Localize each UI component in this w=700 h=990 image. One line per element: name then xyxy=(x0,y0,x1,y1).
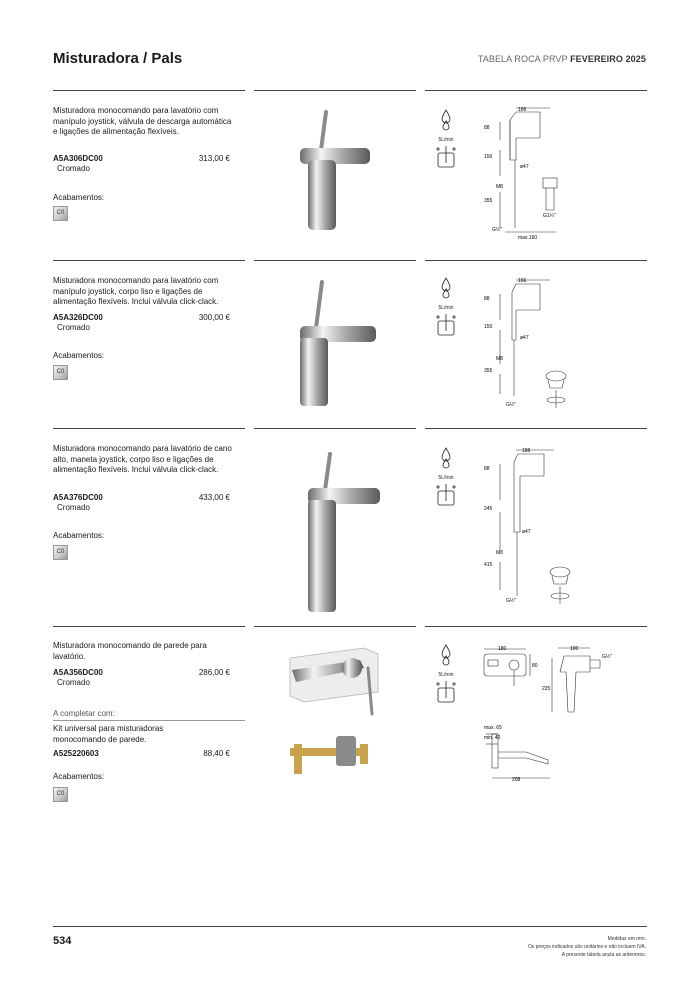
dim-b: 150 xyxy=(484,154,493,160)
divider xyxy=(254,626,416,627)
finishes-label: Acabamentos: xyxy=(53,772,105,781)
wall-faucet-photo xyxy=(280,640,400,785)
temperature-control-icon xyxy=(432,481,460,509)
divider xyxy=(425,90,647,91)
divider xyxy=(53,626,245,627)
doc-title-period: FEVEREIRO 2025 xyxy=(570,54,646,64)
divider xyxy=(53,90,245,91)
kit-code: A525220603 xyxy=(53,749,99,758)
flow-icon-group xyxy=(432,276,460,344)
product-code: A5A306DC00 xyxy=(53,154,103,163)
divider xyxy=(425,626,647,627)
dim-width: 188 xyxy=(522,448,531,454)
footer-divider xyxy=(53,926,647,927)
divider xyxy=(254,428,416,429)
dim-min: min. 40 xyxy=(484,735,501,741)
page-title: Misturadora / Pals xyxy=(53,50,183,67)
kit-price: 88,40 € xyxy=(203,749,230,758)
dim-w2: 100 xyxy=(570,646,579,652)
product-code: A5A376DC00 xyxy=(53,493,103,502)
divider xyxy=(53,720,245,721)
product-description: Misturadora monocomando para lavatório com manípulo joystick, válvula de descarga automática e ligações de alimentação flexíveis. xyxy=(53,106,232,136)
water-drop-icon xyxy=(432,446,460,470)
dim-e: 355 xyxy=(484,368,493,374)
page-number: 534 xyxy=(53,935,72,947)
flow-rate-label: 5L/min xyxy=(438,137,454,143)
divider xyxy=(254,90,416,91)
water-drop-icon xyxy=(432,643,460,667)
dim-width: 166 xyxy=(518,107,527,113)
footer-note: A presente tabela anula as anteriores. xyxy=(561,952,646,958)
water-drop-icon xyxy=(432,276,460,300)
faucet-photo xyxy=(290,100,380,235)
kit-description: Kit universal para misturadoras monocomando de parede. xyxy=(53,724,164,744)
temperature-control-icon xyxy=(432,143,460,171)
divider xyxy=(425,428,647,429)
flow-rate-label: 5L/min xyxy=(438,672,454,678)
dim-b: 245 xyxy=(484,506,493,512)
dim-e: 355 xyxy=(484,198,493,204)
product-code: A5A356DC00 xyxy=(53,668,103,677)
finish-swatch: C0 xyxy=(53,365,68,380)
dim-d: M8 xyxy=(496,356,503,362)
faucet-photo xyxy=(290,270,385,410)
dim-width: 166 xyxy=(518,278,527,284)
finishes-label: Acabamentos: xyxy=(53,531,105,540)
flow-rate-label: 5L/min xyxy=(438,475,454,481)
footer-note: Medidas em mm. xyxy=(607,936,646,942)
product-finish: Cromado xyxy=(57,164,90,173)
technical-drawing xyxy=(480,100,630,240)
product-code: A5A326DC00 xyxy=(53,313,103,322)
dim-e: 415 xyxy=(484,562,493,568)
dim-h: max.160 xyxy=(518,235,538,240)
dim-w1: 180 xyxy=(498,646,507,652)
dim-c: ø47 xyxy=(520,335,529,341)
dim-h2: 225 xyxy=(542,686,551,692)
dim-max: max. 65 xyxy=(484,725,502,731)
faucet-photo xyxy=(290,448,385,618)
doc-title-prefix: TABELA ROCA PRVP xyxy=(477,54,568,64)
dim-a: 88 xyxy=(484,125,490,131)
document-header xyxy=(478,54,646,64)
divider xyxy=(425,260,647,261)
flow-icon-group xyxy=(432,108,460,176)
footer-note: Os preços indicados são unitários e não incluem IVA. xyxy=(527,944,646,950)
dim-g: G½" xyxy=(506,598,516,604)
temperature-control-icon xyxy=(432,678,460,706)
complete-with-label: A completar com: xyxy=(53,709,115,718)
flow-icon-group xyxy=(432,643,460,711)
divider xyxy=(53,260,245,261)
dim-thread: G½" xyxy=(602,654,612,660)
dim-d: M8 xyxy=(496,550,503,556)
flow-rate-label: 5L/min xyxy=(438,305,454,311)
product-finish: Cromado xyxy=(57,503,90,512)
dim-f: G1¼" xyxy=(543,213,556,219)
dim-w3: 208 xyxy=(512,777,521,783)
divider xyxy=(53,428,245,429)
dim-c: ø47 xyxy=(522,529,531,535)
finish-swatch: C0 xyxy=(53,206,68,221)
dim-c: ø47 xyxy=(520,164,529,170)
finish-swatch: C0 xyxy=(53,545,68,560)
dim-b: 150 xyxy=(484,324,493,330)
technical-drawing xyxy=(478,640,638,785)
product-price: 313,00 € xyxy=(198,154,230,163)
water-drop-icon xyxy=(432,108,460,132)
technical-drawing xyxy=(480,440,630,610)
product-price: 433,00 € xyxy=(198,493,230,502)
temperature-control-icon xyxy=(432,311,460,339)
dim-d: M8 xyxy=(496,184,503,190)
dim-h1: 80 xyxy=(532,663,538,669)
product-price: 300,00 € xyxy=(198,313,230,322)
dim-a: 88 xyxy=(484,296,490,302)
finish-swatch: C0 xyxy=(53,787,68,802)
finishes-label: Acabamentos: xyxy=(53,193,105,202)
product-description: Misturadora monocomando para lavatório com manípulo joystick, corpo liso e ligações de alimentação flexíveis. Inclui válvula click-clack. xyxy=(53,276,219,306)
finishes-label: Acabamentos: xyxy=(53,351,105,360)
product-finish: Cromado xyxy=(57,323,90,332)
product-description: Misturadora monocomando para lavatório de cano alto, maneta joystick, corpo liso e ligações de alimentação flexíveis. Inclui válvula click-clack. xyxy=(53,444,232,474)
divider xyxy=(254,260,416,261)
product-description: Misturadora monocomando de parede para lavatório. xyxy=(53,641,207,661)
dim-g: G½" xyxy=(506,402,516,408)
product-price: 286,00 € xyxy=(198,668,230,677)
product-finish: Cromado xyxy=(57,678,90,687)
dim-a: 88 xyxy=(484,466,490,472)
dim-g: G½" xyxy=(492,227,502,233)
technical-drawing xyxy=(480,270,630,410)
flow-icon-group xyxy=(432,446,460,514)
